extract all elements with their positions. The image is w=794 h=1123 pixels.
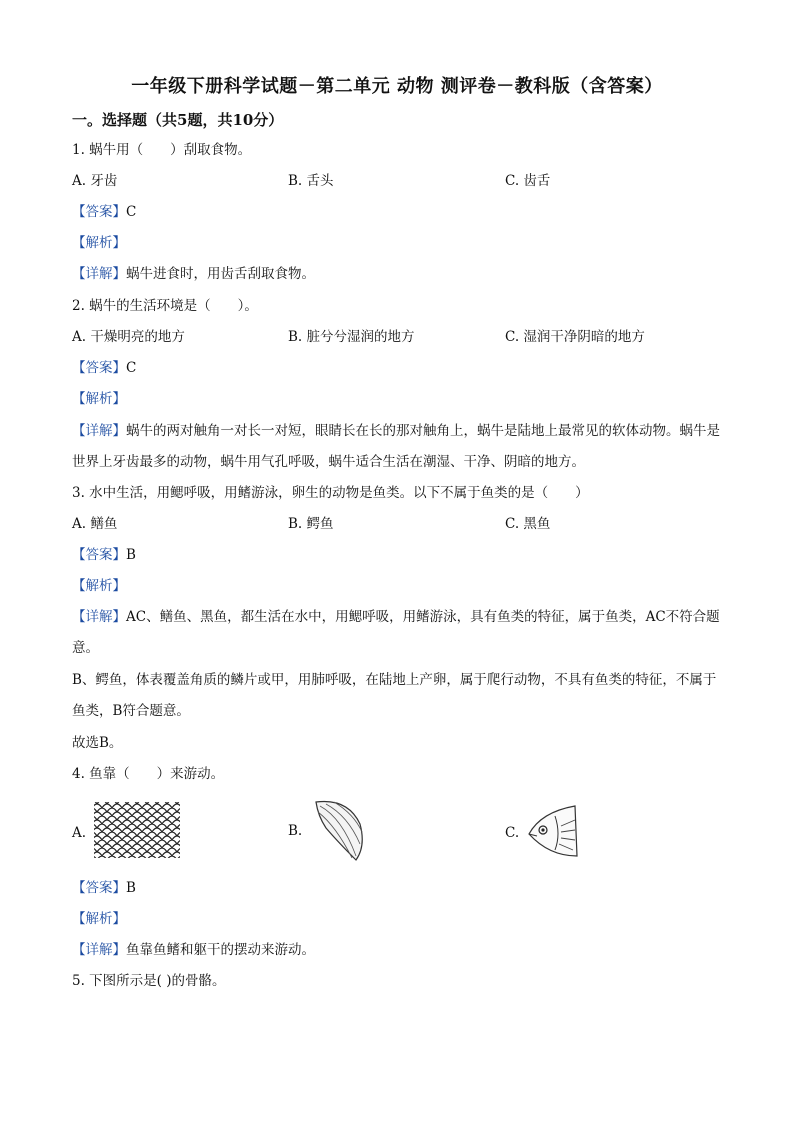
question-3-detail	[72, 602, 724, 664]
question-3-answer	[72, 545, 136, 565]
question-4-analysis	[72, 909, 126, 929]
question-2-stem: 2. 蜗牛的生活环境是（ ）。	[72, 298, 258, 314]
analysis-label: 【解析】	[72, 391, 126, 407]
question-3-stem: 3. 水中生活，用鳃呼吸，用鳍游泳，卵生的动物是鱼类。以下不属于鱼类的是（ ）	[72, 485, 589, 501]
analysis-label: 【解析】	[72, 235, 126, 251]
question-3-detail-2: B、鳄鱼，体表覆盖角质的鳞片或甲，用肺呼吸，在陆地上产卵，属于爬行动物，不具有鱼类的特征，不属于鱼类，B符合题意。	[72, 672, 717, 719]
answer-label: 【答案】	[72, 880, 126, 896]
question-1-stem: 1. 蜗牛用（ ）刮取食物。	[72, 142, 252, 158]
question-3-option-a: A. 鳝鱼	[72, 516, 118, 532]
question-4-option-a	[72, 800, 192, 862]
answer-label: 【答案】	[72, 204, 126, 220]
question-1-detail	[72, 264, 315, 284]
question-2-answer	[72, 358, 136, 378]
detail-label: 【详解】	[72, 942, 126, 958]
question-2-option-c: C. 湿润干净阴暗的地方	[505, 329, 645, 345]
fish-fin-icon	[308, 798, 368, 862]
question-1-option-a: A. 牙齿	[72, 173, 118, 189]
answer-value: B	[126, 547, 136, 563]
question-4-stem: 4. 鱼靠（ ）来游动。	[72, 766, 225, 782]
detail-label: 【详解】	[72, 423, 126, 439]
detail-text: 蜗牛的两对触角一对长一对短，眼睛长在长的那对触角上，蜗牛是陆地上最常见的软体动物。蜗牛是世界上牙齿最多的动物，蜗牛用气孔呼吸，蜗牛适合生活在潮湿、干净、阴暗的地方。	[72, 423, 720, 470]
question-4-detail	[72, 940, 315, 960]
question-2-detail	[72, 416, 724, 478]
question-1-option-c: C. 齿舌	[505, 173, 551, 189]
question-4-answer	[72, 878, 136, 898]
question-1-analysis	[72, 233, 126, 253]
detail-text: AC、鳝鱼、黑鱼，都生活在水中，用鳃呼吸，用鳍游泳，具有鱼类的特征，属于鱼类，AC不符合题意。	[72, 609, 720, 656]
answer-value: C	[126, 360, 137, 376]
page-title: 一年级下册科学试题－第二单元 动物 测评卷－教科版（含答案）	[131, 76, 663, 97]
question-2-analysis	[72, 389, 126, 409]
fish-scales-icon	[92, 800, 182, 860]
answer-label: 【答案】	[72, 360, 126, 376]
question-1-option-b: B. 舌头	[288, 173, 334, 189]
section-title: 一。选择题（共5题，共10分）	[72, 111, 284, 129]
question-3-conclusion: 故选B。	[72, 735, 123, 751]
analysis-label: 【解析】	[72, 911, 126, 927]
question-3-analysis	[72, 576, 126, 596]
fish-head-icon	[525, 800, 581, 860]
answer-label: 【答案】	[72, 547, 126, 563]
option-letter: B.	[288, 823, 303, 839]
question-4-option-b	[288, 798, 398, 864]
option-letter: C.	[505, 825, 520, 841]
question-4-option-c	[505, 800, 625, 862]
question-2-option-b: B. 脏兮兮湿润的地方	[288, 329, 415, 345]
detail-text: 蜗牛进食时，用齿舌刮取食物。	[126, 266, 315, 282]
analysis-label: 【解析】	[72, 578, 126, 594]
question-5-stem: 5. 下图所示是( )的骨骼。	[72, 973, 226, 989]
question-3-option-c: C. 黑鱼	[505, 516, 551, 532]
option-letter: A.	[72, 825, 87, 841]
detail-label: 【详解】	[72, 609, 126, 625]
question-2-option-a: A. 干燥明亮的地方	[72, 329, 185, 345]
answer-value: B	[126, 880, 136, 896]
detail-text: 鱼靠鱼鳍和躯干的摆动来游动。	[126, 942, 315, 958]
question-1-answer	[72, 202, 136, 222]
question-3-option-b: B. 鳄鱼	[288, 516, 334, 532]
detail-label: 【详解】	[72, 266, 126, 282]
answer-value: C	[126, 204, 137, 220]
